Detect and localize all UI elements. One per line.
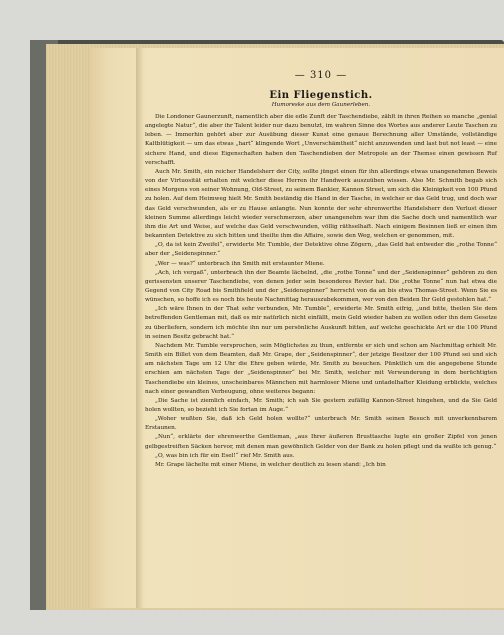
page-gutter-shadow: [136, 48, 144, 608]
paragraph: Nachdem Mr. Tumble versprochen, sein Möglichstes zu thun, entfernte er sich und schon am Nachmittag erhielt Mr. Smith ein Billet von dem Beamten, daß Mr. Grape, der „Seidenspinner“, der jetzige Besitzer der 100 Pfund sei und sich am nächsten Tage um 12 Uhr die Ehre geben würde, Mr. Smith zu besuchen. Pünktlich um die angegebene Stunde erschien am nächsten Tage der „Seidenspinner“ bei Mr. Smith, welcher mit Verwunderung in dem berüchtigten Taschendiebe ein kleines, unscheinbares Männchen mit harmloser Miene und untadelhafter Kleidung erblickte, welches nach einer gewandten Verbeugung, ohne weiteres begann:: [145, 342, 497, 395]
paragraph: „Ich wäre Ihnen in der That sehr verbunden, Mr. Tumble“, erwiderte Mr. Smith eifrig, „und bitte, theilen Sie dem betreffenden Gentleman mit, daß es mir natürlich nicht einfällt, mein Geld wieder haben zu wollen oder ihn dem Gesetze zu überliefern, sondern ich möchte ihn nur um persönliche Auskunft bitten, auf welche geschickte Art er die 100 Pfund in seinen Besitz gebracht hat.“: [145, 306, 497, 340]
paragraph: Auch Mr. Smith, ein reicher Handelsherr der City, sollte jüngst einen für ihn allerdings etwas unangenehmen Beweis von der Virtuosität erhalten mit welcher diese Herren ihr Handwerk auszuüben wissen. Also Mr. Schmith begab sich eines Morgens von seiner Wohnung, Old-Street, zu seinem Bankier, Kannon Street, um sich die Kleinigkeit von 100 Pfund zu holen. Auf dem Heimweg hielt Mr. Smith beständig die Hand in der Tasche, in welcher er das Geld trug, und doch war das Geld verschwunden, als er zu Hause anlangte. Nun konnte der sehr ehrenwerthe Handelsherr den Verlust dieser kleinen Summe allerdings leicht wieder verschmerzen, aber unangenehm war ihm die Sache doch und namentlich war ihm die Art und Weise, auf welche das Geld verschwunden, völlig räthselhaft. Nach einigem Besinnen ließ er einen ihm bekannten Detektive zu sich bitten und theilte ihm die Affaire, sowie den Weg, welchen er genommen, mit.: [145, 168, 497, 240]
paragraph: „Die Sache ist ziemlich einfach, Mr. Smith; ich sah Sie gestern zufällig Kannon-Street hingehen, und da Sie Geld holen wollten, so bezieht ich Sie fortan im Auge.“: [145, 397, 497, 413]
paragraph: Die Londoner Gaunerzunft, namentlich aber die edle Zunft der Taschendiebe, zählt in ihren Reihen so manche „genial angelegte Natur“, die aber ihr Talent leider nur dazu benutzt, im wahren Sinne des Wortes aus anderer Leute Taschen zu leben. — Immerhin gehört aber zur Ausübung dieser Kunst eine genaue Berechnung aller Umstände, vollständige Kaltblütigkeit — um das etwas „hart“ klingende Wort „Unverschämtheit“ nicht anzuwenden und last but not least — eine sichere Hand, und diese Eigenschaften haben den Taschendieben der Metropole an der Themse einen gewissen Ruf verschafft.: [145, 114, 497, 166]
story-subtitle: Humoreske aus dem Gaunerleben.: [271, 102, 371, 108]
paragraph: „Nun“, erklärte der ehrenwerthe Gentleman, „aus Ihrer äußeren Brusttasche lugte ein großer Zipfel von jenen gelbgestreiften Säcken hervor, mit denen man gewöhnlich Gelder von der Bank zu holen pflegt und da wußte ich genug.“: [145, 434, 497, 450]
page-content: [145, 70, 497, 470]
paragraph: „O, da ist kein Zweifel“, erwiderte Mr. Tumble, der Detektive ohne Zögern, „das Geld hat entweder die „rothe Tonne“ aber der „Seidenspinner.“: [145, 242, 497, 258]
paragraph: „Wer — was?“ unterbrach ihn Smith mit erstaunter Miene.: [155, 260, 325, 267]
paragraph: „Ach, ich vergaß“, unterbrach ihn der Beamte lächelnd, „die „rothe Tonne“ und der „Seidenspinner“ gehören zu den gerissensten unserer Taschendiebe, von denen jeder sein besonderes Revier hat. Die „rothe Tonne“ nun hat etwa die Gegend von City Road bis Smithfield und der „Seidenspinner“ herrscht von da an bis etwa Thomas-Street. Wenn Sie es wünschen, so hoffe ich es noch bis heute Nachmittag herauszubekommen, wer von den Beiden Ihr Geld gestohlen hat.“: [145, 269, 497, 304]
paragraph: Mr. Grape lächelte mit einer Miene, in welcher deutlich zu lesen stand: „Ich bin: [155, 461, 386, 468]
paragraph: „O, was bin ich für ein Esel!“ rief Mr. Smith aus.: [155, 452, 295, 459]
page-number: — 310 —: [294, 70, 348, 81]
story-title: Ein Fliegenstich.: [269, 90, 373, 101]
paragraph: „Woher wußten Sie, daß ich Geld holen wollte?“ unterbrach Mr. Smith seinen Besuch mit unverkennbarem Erstaunen.: [145, 416, 497, 432]
